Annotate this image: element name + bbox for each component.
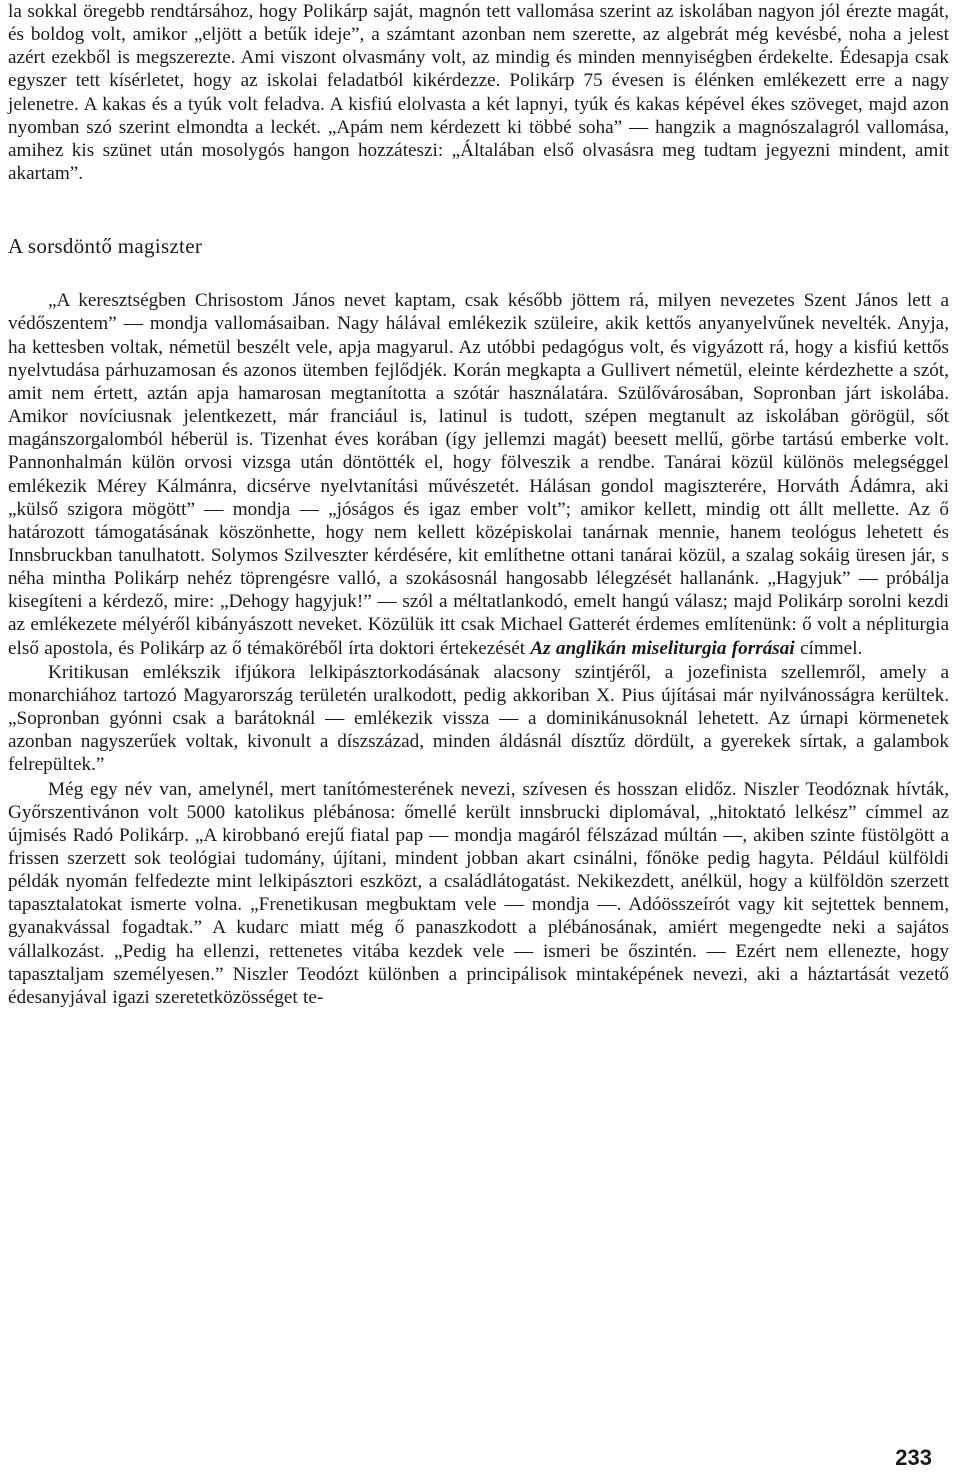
dissertation-title: Az anglikán miseliturgia forrásai [530, 637, 795, 659]
body-paragraph: Még egy név van, amelynél, mert tanítómesterének nevezi, szívesen és hosszan elidőz. Niszler Teodóznak hívták, Győrszentivánon volt 5000 katolikus plébánosa: őmellé került innsbrucki diplomával, „hitoktató lelkész” címmel az újmisés Radó Polikárp. „A kirobbanó erejű fiatal pap — mondja magáról félszázad múltán —, akiben szinte füstölgött a frissen szerzett sok teológiai tudomány, újítani, mindent jobban akart csinálni, főnöke pedig hagyta. Például külföldi példák nyomán felfedezte mint lelkipásztori eszközt, a családlátogatást. Nekikezdett, anélkül, hogy a külföldön szerzett tapasztalatokat ismerte volna. „Frenetikusan megbuktam vele — mondja —. Adóösszeírót vagy kit sejtettek bennem, gyanakvással fogadtak.” A kudarc miatt még ő panaszkodott a plébánosának, amiért megengedte neki a sajátos vállalkozást. „Pedig ha ellenzi, rettenetes vitába kezdek vele — ismeri be őszintén. — Ezért nem ellenezte, hogy tapasztaljam személyesen.” Niszler Teodózt különben a principálisok mintaképének nevezi, aki a háztartását vezető édesanyjával igazi szeretetközösséget te- [8, 778, 949, 1008]
paragraph-text: „A keresztségben Chrisostom János nevet kaptam, csak később jöttem rá, milyen nevezetes Szent János lett a védőszentem” — mondja vallomásaiban. Nagy hálával emlékezik szüleire, akik kettős anyanyelvűnek nevelték. Anyja, ha kettesben voltak, németül beszélt vele, apja magyarul. Az utóbbi pedagógus volt, és vigyázott rá, hogy a kisfiú kettős nyelvtudása párhuzamosan és azonos ütemben fejlődjék. Korán megkapta a Gullivert németül, eleinte kérdezhette a szót, amit nem értett, aztán apja hamarosan megtanította a szótár használatára. Szülővárosában, Sopronban járt iskolába. Amikor novíciusnak jelentkezett, már franciául is, latinul is tudott, szépen megtanult az iskolában görögül, sőt magánszorgalomból héberül is. Tizenhat éves korában (így jellemzi magát) beesett mellű, görbe tartású emberke volt. Pannonhalmán külön orvosi vizsga után döntötték el, hogy fölveszik a rendbe. Tanárai közül különös melegséggel emlékezik Mérey Kálmánra, dicsérve nyelvtanítási művészetét. Hálásan gondol magiszterére, Horváth Ádámra, aki „külső szigora mögött” — mondja — „jóságos és igaz ember volt”; amikor kellett, mindig ott állt mellette. Az ő határozott támogatásának köszönhette, hogy nem kellett középiskolai tanárnak mennie, hanem teológus lehetett és Innsbruckban tanulhatott. Solymos Szilveszter kérdésére, kit említhetne ottani tanárai közül, a szalag sokáig üresen jár, s néha mintha Polikárp nehéz töprengésre valló, a szokásosnál hangosabb lélegzését hallanánk. „Hagyjuk” — próbálja kisegíteni a kérdező, mire: „Dehogy hagyjuk!” — szól a méltatlankodó, emelt hangú válasz; majd Polikárp sorolni kezdi az emlékezete mélyéről kibányászott neveket. Közülük itt csak Michael Gatterét érdemes említenünk: ő volt a népliturgia első apostola, és Polikárp az ő témaköréből írta doktori értekezését [8, 290, 949, 659]
body-paragraph: Kritikusan emlékszik ifjúkora lelkipásztorkodásának alacsony szintjéről, a jozefinista szellemről, amely a monarchiához tartozó Magyarország területén uralkodott, pedig akkoriban X. Pius újításai már nyilvánosságra kerültek. „Sopronban gyónni csak a barátoknál — emlékezik vissza — a dominikánusoknál lehetett. Az úrnapi körmenetek azonban nagyszerűek voltak, kivonult a díszszázad, minden áldásnál dísztűz dördült, a gyerekek sírtak, a galambok felrepültek.” [8, 661, 949, 776]
body-paragraph [8, 289, 949, 660]
paragraph-text-suffix: címmel. [794, 637, 863, 659]
body-paragraph: la sokkal öregebb rendtársához, hogy Polikárp saját, magnón tett vallomása szerint az iskolában nagyon jól érezte magát, és boldog volt, amikor „eljött a betűk ideje”, a számtant azonban nem szerette, az algebrát még kevésbé, noha a jelest azért ezekből is megszerezte. Ami viszont olvasmány volt, az mindig és minden mennyiségben érdekelte. Édesapja csak egyszer tett kísérletet, hogy az iskolai feladatból kikérdezze. Polikárp 75 évesen is élénken emlékezett erre a nagy jelenetre. A kakas és a tyúk volt feladva. A kisfiú elolvasta a két lapnyi, tyúk és kakas képével ékes szöveget, majd azon nyomban szó szerint elmondta a leckét. „Apám nem kérdezett ki többé soha” — hangzik a magnószalagról vallomása, amihez kis szünet után mosolygós hangon hozzáteszi: „Általában első olvasásra meg tudtam jegyezni mindent, amit akartam”. [8, 1, 949, 185]
page-number: 233 [895, 1445, 932, 1470]
section-heading: A sorsdöntő magiszter [8, 234, 203, 259]
